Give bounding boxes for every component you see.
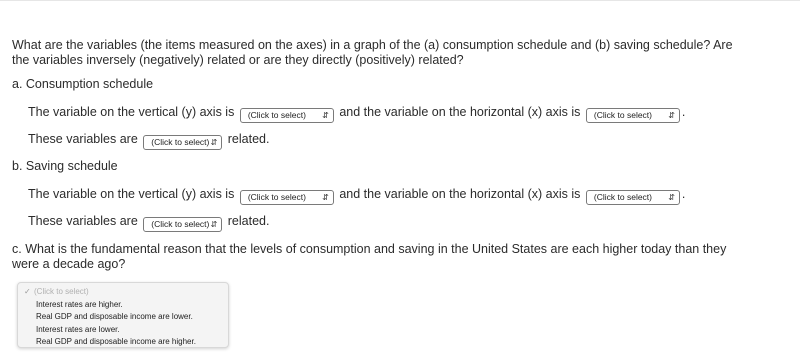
dropdown-option[interactable]: Real GDP and disposable income are higher. bbox=[36, 337, 196, 346]
updown-arrows-icon: ⇵ bbox=[322, 193, 329, 202]
part-a-relation-select[interactable] bbox=[143, 135, 222, 150]
part-a-vertical-select[interactable] bbox=[240, 108, 334, 123]
top-divider bbox=[0, 0, 800, 1]
part-a-heading: a. Consumption schedule bbox=[12, 77, 154, 91]
part-a-relation-suffix: related. bbox=[227, 132, 270, 146]
part-b-relation-row bbox=[28, 214, 269, 232]
part-a-relation-row bbox=[28, 132, 269, 150]
updown-arrows-icon: ⇵ bbox=[210, 220, 218, 229]
part-a-axes-prefix: The variable on the vertical (y) axis is bbox=[28, 105, 235, 119]
select-value: (Click to select) bbox=[247, 192, 306, 202]
part-a-axes-suffix: . bbox=[681, 105, 686, 119]
dropdown-option[interactable]: Real GDP and disposable income are lower. bbox=[36, 312, 193, 321]
part-a-axes-row bbox=[28, 105, 685, 123]
dropdown-option[interactable]: Interest rates are higher. bbox=[36, 299, 123, 309]
part-b-relation-select[interactable] bbox=[143, 217, 222, 232]
dropdown-option[interactable]: Interest rates are lower. bbox=[36, 324, 120, 334]
part-b-horizontal-select[interactable] bbox=[586, 190, 680, 205]
option-label: (Click to select) bbox=[34, 287, 89, 296]
part-b-relation-suffix: related. bbox=[227, 214, 270, 228]
part-b-axes-middle: and the variable on the horizontal (x) axis is bbox=[339, 187, 581, 201]
select-value: (Click to select) bbox=[151, 219, 210, 229]
part-c-dropdown-menu[interactable] bbox=[17, 282, 229, 348]
part-b-axes-row bbox=[28, 187, 685, 205]
part-c-question: c. What is the fundamental reason that the levels of consumption and saving in the United States are each higher today than they were a decade ago? bbox=[12, 242, 727, 271]
part-b-axes-prefix: The variable on the vertical (y) axis is bbox=[28, 187, 235, 201]
updown-arrows-icon: ⇵ bbox=[210, 138, 218, 147]
select-value: (Click to select) bbox=[247, 110, 306, 120]
dropdown-option-placeholder[interactable] bbox=[18, 286, 228, 299]
checkmark-icon: ✓ bbox=[24, 287, 31, 296]
part-b-axes-suffix: . bbox=[681, 187, 686, 201]
part-a-horizontal-select[interactable] bbox=[586, 108, 680, 123]
part-b-heading: b. Saving schedule bbox=[12, 159, 118, 173]
updown-arrows-icon: ⇵ bbox=[668, 193, 675, 202]
updown-arrows-icon: ⇵ bbox=[322, 111, 329, 120]
part-a-axes-middle: and the variable on the horizontal (x) axis is bbox=[339, 105, 581, 119]
select-value: (Click to select) bbox=[593, 110, 652, 120]
part-b-vertical-select[interactable] bbox=[240, 190, 334, 205]
select-value: (Click to select) bbox=[593, 192, 652, 202]
select-value: (Click to select) bbox=[151, 137, 210, 147]
question-text: What are the variables (the items measured on the axes) in a graph of the (a) consumption schedule and (b) saving schedule? Are the variables inversely (negatively) related or are they directly (positively) related? bbox=[12, 38, 733, 67]
part-a-relation-prefix: These variables are bbox=[28, 132, 138, 146]
updown-arrows-icon: ⇵ bbox=[668, 111, 675, 120]
part-b-relation-prefix: These variables are bbox=[28, 214, 138, 228]
